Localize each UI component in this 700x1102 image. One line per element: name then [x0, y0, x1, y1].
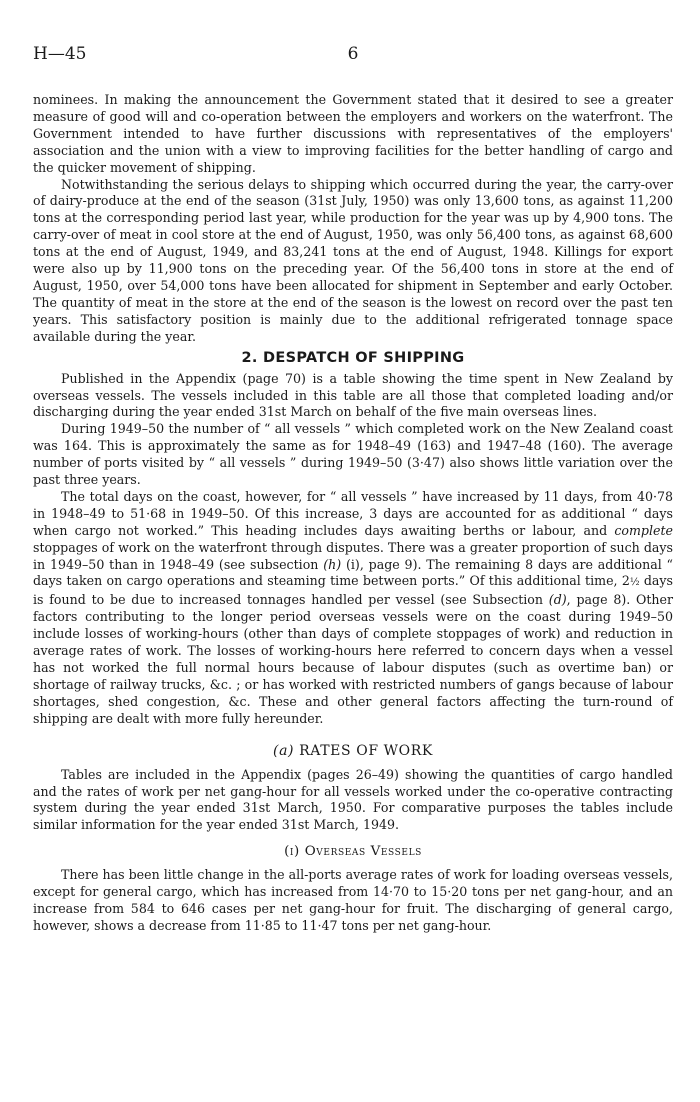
text-run: days is found to be due to increased tonnages handled per vessel (see Subsection	[33, 573, 673, 608]
subheading-title: RATES OF WORK	[294, 742, 433, 759]
paragraph-tables-included: Tables are included in the Appendix (pages 26–49) showing the quantities of cargo handled and the rates of work per net gang-hour for all vessels worked under the co-operative contracting system during the year ended 31st March, 1950. For comparative purposes the tables include similar information for the year ended 31st March, 1949.	[33, 766, 673, 833]
paragraph-appendix-table: Published in the Appendix (page 70) is a table showing the time spent in New Zealand by overseas vessels. The vessels included in this table are all those that completed loading and/or discharging during the year ended 31st March on behalf of the five main overseas lines.	[33, 370, 673, 420]
paragraph-days-on-coast	[33, 489, 673, 728]
italic-text: (d)	[548, 592, 567, 608]
fraction-half: ½	[629, 577, 640, 589]
document-body	[33, 92, 673, 935]
page-number: 6	[347, 44, 359, 64]
paragraph-overseas-rates: There has been little change in the all-ports average rates of work for loading overseas vessels, except for general cargo, which has increased from 14·70 to 15·20 tons per net gang-hour, and an increase from 584 to 646 cases per net gang-hour for fruit. The discharging of general cargo, however, shows a decrease from 11·85 to 11·47 tons per net gang-hour.	[33, 867, 673, 933]
subheading-label: (a)	[273, 742, 295, 759]
page-header	[33, 44, 673, 70]
text-run: , page 8). Other factors contributing to the longer period overseas vessels were on the coast during 1949–50 include losses of working-hours (other than days of complete stoppages of work) and reduction in average rates of work. The losses of working-hours here referred to concern days when a vessel has not worked the full normal hours because of labour disputes (such as overtime ban) or shortage of railway trucks, &c. ; or has worked with restricted numbers of gangs because of labour shortages, shed congestion, &c. These and other general factors affecting the turn-round of shipping are dealt with more fully hereunder.	[33, 592, 673, 726]
paragraph-vessel-count: During 1949–50 the number of “ all vessels ” which completed work on the New Zealand coast was 164. This is approximately the same as for 1948–49 (163) and 1947–48 (160). The average number of ports visited by “ all vessels ” during 1949–50 (3·47) also shows little variation over the past three years.	[33, 421, 673, 488]
italic-text: complete	[614, 522, 673, 538]
subheading-rates-of-work	[33, 742, 673, 760]
paragraph-continuation: nominees. In making the announcement the Government stated that it desired to see a greater measure of good will and co-operation between the employers and workers on the waterfront. The Government intended to have further discussions with representatives of the employers' association and the union with a view to improving facilities for the better handling of cargo and the quicker movement of shipping.	[33, 92, 673, 175]
text-run: stoppages of work on the waterfront through disputes. There was a greater proportion of such days in 1949–50 than in 1948–49 (see subsection	[33, 539, 673, 572]
subheading-overseas-vessels: (i) Overseas Vessels	[284, 844, 422, 860]
text-run: (i), page 9). The remaining 8 days are additional “ days taken on cargo operations and steaming time between ports.” Of this additional time, 2	[33, 556, 673, 589]
italic-text: (h)	[323, 556, 342, 572]
section-heading-despatch: 2. DESPATCH OF SHIPPING	[241, 349, 465, 366]
text-run: The total days on the coast, however, for “ all vessels ” have increased by 11 days, from 40·78 in 1948–49 to 51·68 in 1949–50. Of this increase, 3 days are accounted for as additional “ days when cargo not worked.” This heading includes days awaiting berths or labour, and	[33, 488, 673, 538]
document-reference: H—45	[33, 44, 87, 64]
paragraph-carry-over: Notwithstanding the serious delays to shipping which occurred during the year, the carry-over of dairy-produce at the end of the season (31st July, 1950) was only 13,600 tons, as against 11,200 tons at the corresponding period last year, while production for the year was up by 4,900 tons. The carry-over of meat in cool store at the end of August, 1950, was only 56,400 tons, as against 68,600 tons at the end of August, 1949, and 83,241 tons at the end of August, 1948. Killings for export were also up by 11,900 tons on the preceding year. Of the 56,400 tons in store at the end of August, 1950, over 54,000 tons have been allocated for shipment in September and early October. The quantity of meat in the store at the end of the season is the lowest on record over the past ten years. This satisfactory position is mainly due to the additional refrigerated tonnage space available during the year.	[33, 176, 673, 344]
